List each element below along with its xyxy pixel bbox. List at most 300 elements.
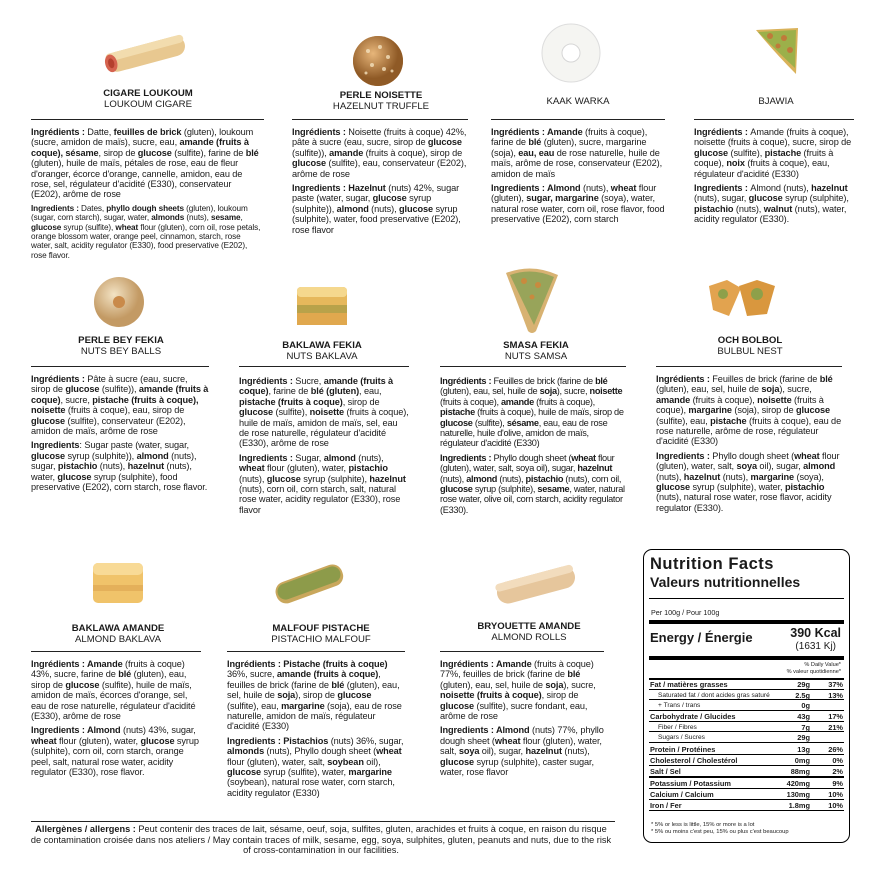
ingredients-en <box>491 183 665 225</box>
product-english-name: NUTS BAKLAVA <box>286 351 358 362</box>
text-run: Feuilles de brick (farine de <box>712 374 820 384</box>
bold-text-run: soybean <box>327 756 364 767</box>
bold-text-run: Ingrédients : Amande <box>440 659 532 669</box>
divider <box>491 119 665 120</box>
text-run: (nuts) 43%, sugar, <box>120 725 196 736</box>
bold-text-run: hazelnut <box>525 746 562 757</box>
daily-value-fr: % valeur quotidienne* <box>786 669 841 675</box>
product-title <box>56 623 180 645</box>
text-run: (fruits à coque), <box>694 147 834 169</box>
bold-text-run: Ingrédients : Amande <box>491 127 583 137</box>
bold-text-run: glucose <box>266 473 301 484</box>
bold-text-run: Ingredients : <box>656 450 713 461</box>
perle-bey-fekia-image <box>91 274 147 330</box>
bold-text-run: hazelnut <box>369 473 406 484</box>
bold-text-run: glucose <box>31 222 62 232</box>
nutrition-footnote <box>651 822 789 836</box>
text-run: syrup (sulfite), <box>61 222 116 232</box>
text-run: flour (gluten), corn oil, rose petals, orange blossom water, orange peel, cinnamon, starch, rose water, salt, acidity regulator (E330), food preservative (E202), rose flavor. <box>31 222 261 260</box>
text-run: (sulfite), farine de <box>171 147 246 158</box>
divider <box>31 651 201 652</box>
text-run: (nuts) 36%, sugar, <box>328 735 404 746</box>
product-name: BRYOUETTE AMANDE <box>477 621 581 632</box>
text-run: , <box>240 213 243 223</box>
text-run: (sulfite), eau, <box>656 415 711 426</box>
bold-text-run: glucose <box>656 482 691 493</box>
text-run: (sulfite), eau, <box>227 700 282 711</box>
bold-text-run: glucose <box>694 147 729 158</box>
text-run: (nuts), <box>97 461 128 472</box>
nutrition-subtitle: Valeurs nutritionnelles <box>650 574 801 590</box>
text-run: Noisette (fruits à coque) 42%, pâte à sucre (eau, sucre, sirop de <box>292 127 467 148</box>
bold-text-run: Ingredients : Pistachios <box>227 735 329 746</box>
footnote-en: * 5% or less is little, 15% or more is a lot <box>651 822 755 828</box>
text-run: , water, natural rose water, olive oil, corn starch, acidity regulator (E330). <box>440 484 625 515</box>
bold-text-run: margarine <box>750 471 795 482</box>
text-run: , feuilles de brick (farine de <box>227 669 381 690</box>
ingredients-en <box>227 736 405 798</box>
text-run: , sirop de <box>541 690 579 701</box>
nutrient-value: 43g <box>797 712 810 721</box>
text-run: (fruits à coque), eau de rose naturelle, arôme de rose, régulateur d'acidité (E330) <box>656 415 842 447</box>
divider <box>227 651 405 652</box>
text-run: Sucre, <box>295 376 324 386</box>
nutrient-row <box>650 801 843 811</box>
bold-text-run: pistachio <box>784 482 825 493</box>
bold-text-run: hazelnut <box>683 471 721 482</box>
bold-text-run: noisette (fruits à coque) <box>440 690 542 701</box>
nutrient-label: Sugars / Sucres <box>658 734 705 741</box>
bold-text-run: glucose <box>57 471 92 482</box>
ingredients-fr <box>239 376 409 449</box>
bold-text-run: glucose <box>440 700 475 711</box>
text-run: , sirop de <box>342 396 380 407</box>
text-run: ), sucre, <box>779 384 812 395</box>
bold-text-run: Ingredients <box>31 440 80 451</box>
text-run: (fruits à coque), <box>440 396 501 407</box>
text-run: syrup (sulphite), water, <box>690 482 785 493</box>
ingredients-en <box>292 183 468 235</box>
bold-text-run: Ingrédients : <box>239 376 296 386</box>
nutrient-label: Calcium / Calcium <box>650 790 714 799</box>
bold-text-run: pistache <box>440 407 475 418</box>
product-name: BAKLAWA AMANDE <box>71 623 165 634</box>
bold-text-run: glucose <box>748 193 783 204</box>
bold-text-run: wheat <box>31 735 57 746</box>
bold-text-run: Ingrédients : <box>656 374 713 384</box>
text-run: (nuts), <box>497 473 526 484</box>
nutrient-row <box>650 733 843 743</box>
nutrient-value: 1.8mg <box>788 801 810 810</box>
nutrient-label: Carbohydrate / Glucides <box>650 712 736 721</box>
bold-text-run: Ingredients : <box>31 203 82 213</box>
bold-text-run: sesame <box>537 484 570 495</box>
bold-text-run: soja <box>761 384 780 395</box>
product-english-name: NUTS BEY BALLS <box>80 346 162 357</box>
text-run: ), sirop de <box>295 690 338 701</box>
bold-text-run: amande (fruits à coque), sésame <box>31 137 249 158</box>
ingredients-block <box>31 374 209 496</box>
bold-text-run: hazelnut <box>577 463 613 474</box>
text-run: (nuts), corn oil, <box>563 473 622 484</box>
text-run: Peut contenir des traces de lait, sésame, oeuf, soja, sulfites, gluten, arachides et fruits à coque, en raison du risque de contamination croisée dans nos ateliers / May contain traces of milk, sesame, egg, soya, sulphites, gluten, peanuts and nuts, due to the risk of cross-contamination in our facilities. <box>30 824 612 856</box>
text-run: (sulfite)), <box>99 384 139 395</box>
bold-text-run: blé <box>528 137 542 148</box>
bold-text-run: blé <box>331 679 345 690</box>
text-run: (nuts), water, acidity regulator (E330). <box>694 203 847 225</box>
product-title <box>478 340 594 362</box>
bold-text-run: pistachio <box>57 461 98 472</box>
text-run: (fruits à coque), huile de maïs, amidon de maïs, sel, eau de rose naturelle, régulateur d'acidité (E330), arôme de rose <box>239 407 409 449</box>
nutrient-row <box>650 691 843 701</box>
divider <box>239 366 409 367</box>
bold-text-run: almond <box>466 473 498 484</box>
bold-text-run: amande (fruits à coque) <box>239 376 394 397</box>
bold-text-run: amande (fruits à coque) <box>31 384 209 405</box>
ingredients-block <box>239 376 409 519</box>
bold-text-run: blé <box>819 374 833 384</box>
bold-text-run: blé (gluten) <box>310 386 360 397</box>
product-title <box>528 96 628 107</box>
text-run: (gluten), huile de maïs, pétales de rose, eau de fleur d'oranger, écorce d'orange, cannelle, amidon, eau de rose, sel, régulateur d'acidité (E330), conservateur (E202), arôme de rose <box>31 158 243 200</box>
divider <box>292 119 468 120</box>
bold-text-run: glucose <box>440 484 473 495</box>
product-name: SMASA FEKIA <box>503 340 569 351</box>
text-run: flour (gluten), water, salt, <box>227 756 328 767</box>
bold-text-run: blé <box>595 376 608 386</box>
text-run: syrup (sulphite), corn oil, corn starch, orange peel, salt, natural rose water, acidity regulator (E330), rose flavor. <box>31 735 199 778</box>
text-run: flour (gluten), <box>491 183 657 204</box>
bold-text-run: almonds <box>227 746 265 757</box>
text-run: (nuts), <box>720 471 751 482</box>
bold-text-run: pistache <box>764 147 802 158</box>
nutrient-label: + Trans / trans <box>658 702 701 709</box>
bold-text-run: noix <box>726 158 745 169</box>
text-run: syrup (sulfite), water, <box>261 767 349 778</box>
ingredients-block <box>491 127 665 229</box>
text-run: (nuts), <box>580 183 611 194</box>
product-english-name: ALMOND ROLLS <box>491 632 567 643</box>
product-english-name: HAZELNUT TRUFFLE <box>332 101 430 112</box>
nutrient-percent: 2% <box>832 767 843 776</box>
text-run: (sulfite), conservateur (E202), amidon de maïs, arôme de rose <box>31 415 186 437</box>
bold-text-run: glucose <box>440 756 475 767</box>
bold-text-run: hazelnut <box>127 461 165 472</box>
text-run: (fruits à coque), <box>656 394 824 416</box>
product-english-name: LOUKOUM CIGARE <box>104 99 192 110</box>
text-run: (nuts), <box>733 203 764 214</box>
energy-kcal: 390 Kcal <box>790 626 841 640</box>
bold-text-run: eau, eau <box>518 147 555 158</box>
product-title <box>262 340 382 362</box>
text-run: (gluten), eau, sel, huile de <box>227 679 400 701</box>
bold-text-run: glucose <box>137 147 172 158</box>
divider <box>656 366 842 367</box>
text-run: (nuts), <box>239 473 267 484</box>
text-run: (fruits à coque), eau, régulateur d'acidité (E330) <box>694 158 830 179</box>
ingredients-block <box>440 659 604 781</box>
bold-text-run: almond <box>136 450 169 461</box>
bold-text-run: margarine <box>688 405 732 416</box>
nutrition-title: Nutrition Facts <box>650 555 774 573</box>
text-run: (sulfite), eau, conservateur (E202), arôme de rose <box>292 158 467 179</box>
product-title <box>58 335 184 357</box>
bold-text-run: glucose <box>31 450 66 461</box>
bold-text-run: pistachio <box>694 203 734 214</box>
bold-text-run: wheat <box>794 450 820 461</box>
allergens-statement <box>30 824 612 856</box>
ingredients-fr <box>31 374 209 436</box>
ingredients-fr <box>694 127 854 179</box>
product-title <box>82 88 214 110</box>
bold-text-run: feuilles de brick <box>113 127 182 137</box>
bold-text-run: blé <box>118 669 132 680</box>
bold-text-run: noisette <box>589 386 623 397</box>
text-run: (gluten), eau, sel, huile de <box>440 386 540 397</box>
bold-text-run: amande <box>500 396 534 407</box>
nutrient-label: Protein / Protéines <box>650 745 716 754</box>
nutrient-value: 88mg <box>790 767 810 776</box>
text-run: syrup (sulphite), water, food preservative (E202), rose flavor <box>292 203 461 235</box>
text-run: : Sugar paste (water, sugar, <box>79 440 189 451</box>
text-run: (nuts), <box>440 473 467 484</box>
bold-text-run: glucose <box>239 407 274 418</box>
text-run: (soja), eau de rose naturelle, amidon de maïs, régulateur d'acidité (E330) <box>227 700 402 732</box>
nutrient-value: 0g <box>801 701 810 710</box>
ingredients-en <box>440 725 604 777</box>
bold-text-run: almond <box>336 203 369 214</box>
text-run: (nuts), sugar, <box>694 193 749 204</box>
bold-text-run: noisette <box>309 407 345 418</box>
product-name: PERLE BEY FEKIA <box>78 335 164 346</box>
ingredients-fr <box>31 659 201 721</box>
bryouette-amande-image <box>490 560 582 610</box>
ingredients-fr <box>227 659 405 732</box>
kaak-warka-image <box>538 20 604 86</box>
text-run: (fruits à coque) 77%, feuilles de brick (farine de <box>440 659 594 680</box>
text-run: (nuts), sugar, <box>31 450 197 472</box>
energy-kj: (1631 Kj) <box>795 641 836 652</box>
ingredients-fr <box>31 127 263 200</box>
text-run: (fruits à coque), farine de <box>491 127 648 148</box>
text-run: Phyllo dough sheet ( <box>493 452 572 463</box>
ingredients-en <box>239 453 409 515</box>
bold-text-run: glucose <box>372 193 407 204</box>
nutrient-percent: 0% <box>832 756 843 765</box>
text-run: (nuts), <box>368 203 399 214</box>
product-name: BAKLAWA FEKIA <box>282 340 362 351</box>
nutrient-row <box>650 701 843 711</box>
ingredients-en <box>440 453 626 515</box>
product-name: OCH BOLBOL <box>717 335 783 346</box>
footnote-fr: * 5% ou moins c'est peu, 15% ou plus c'est beaucoup <box>651 829 789 835</box>
nutrient-label: Fat / matières grasses <box>650 680 728 689</box>
text-run: (nuts), <box>355 452 384 463</box>
text-run: flour (gluten), water, salt, soya oil), sugar, <box>440 452 615 474</box>
bold-text-run: wheat <box>494 735 521 746</box>
text-run: (gluten), sucre, margarine (soja), <box>491 137 647 158</box>
text-run: flour (gluten), water, salt, <box>656 450 840 472</box>
nutrient-row <box>650 723 843 733</box>
text-run: (soja), sirop de <box>731 405 797 416</box>
nutrient-value: 130mg <box>786 790 810 799</box>
product-title <box>318 90 444 112</box>
text-run: (fruits à coque), huile de maïs, sirop de <box>474 407 624 418</box>
nutrient-label: Cholesterol / Cholestérol <box>650 756 738 765</box>
bold-text-run: Ingredients : Almond <box>440 725 530 736</box>
nutrient-row <box>650 756 843 766</box>
text-run: (soya), <box>794 471 824 482</box>
text-run: (gluten), loukoum (sucre, amidon de maïs), sucre, eau, <box>31 127 254 148</box>
text-run: syrup (sulphite)), <box>292 193 432 214</box>
bold-text-run: almond <box>323 452 356 463</box>
ingredients-fr <box>292 127 468 179</box>
text-run: (sulfite), <box>472 417 507 428</box>
product-english-name: PISTACHIO MALFOUF <box>271 634 371 645</box>
text-run: (nuts) 42%, sugar paste (water, sugar, <box>292 183 460 204</box>
text-run: (sulfite), huile de maïs, amidon de maïs, écorces d'orange, sel, eau de rose naturelle, régulateur d'acidité (E330), arôme de rose <box>31 679 196 722</box>
malfouf-pistache-image <box>268 553 350 613</box>
text-run: Pâte à sucre (eau, sucre, sirop de <box>31 374 188 395</box>
bold-text-run: blé <box>245 147 259 158</box>
bold-text-run: sugar, margarine <box>526 193 599 204</box>
nutrient-percent: 21% <box>828 723 843 732</box>
bold-text-run: Ingredients : <box>440 452 494 463</box>
bold-text-run: walnut <box>763 203 793 214</box>
text-run: syrup (sulphite), <box>782 193 849 204</box>
product-english-name: NUTS SAMSA <box>504 351 568 362</box>
nutrient-value: 13g <box>797 745 810 754</box>
product-title <box>690 335 810 357</box>
nutrient-percent: 13% <box>828 691 843 700</box>
text-run: (soya), water, natural rose water, corn oil, rose flavor, food preservative (E202), corn starch <box>491 193 665 225</box>
product-title <box>740 96 812 107</box>
nutrient-percent: 26% <box>828 745 843 754</box>
text-run: oil), sugar, <box>479 746 526 757</box>
text-run: , sucre, <box>60 394 93 405</box>
text-run: syrup (sulphite), <box>472 484 538 495</box>
text-run: (nuts), <box>184 213 212 223</box>
divider <box>31 366 209 367</box>
bold-text-run: Ingrédients : Pistache (fruits à coque) <box>227 659 388 669</box>
ingredients-block <box>292 127 468 239</box>
bold-text-run: glucose <box>65 679 100 690</box>
nutrition-facts-panel <box>643 549 850 843</box>
text-run: oil), sugar, <box>756 461 804 472</box>
text-run: flour (gluten), water, <box>264 463 349 474</box>
bold-text-run: wheat <box>376 746 402 757</box>
ingredients-block <box>694 127 854 229</box>
nutrient-percent: 37% <box>828 680 843 689</box>
nutrient-percent: 17% <box>828 712 843 721</box>
energy-label: Energy / Énergie <box>650 630 753 645</box>
bold-text-run: glucose <box>292 158 327 169</box>
baklawa-fekia-image <box>291 279 353 331</box>
bold-text-run: soja <box>539 386 557 397</box>
text-run: (nuts), water, <box>31 461 192 482</box>
text-run: (nuts), <box>561 746 590 757</box>
nutrient-label: Iron / Fer <box>650 801 682 810</box>
bold-text-run: wheat <box>610 183 637 194</box>
ingredients-fr <box>440 376 626 449</box>
bjawia-image <box>752 24 802 80</box>
text-run: Almond (nuts), <box>750 183 812 194</box>
bold-text-run: glucose <box>398 203 434 214</box>
bold-text-run: sésame <box>506 417 539 428</box>
ingredients-block <box>31 659 201 781</box>
text-run: Amande (fruits à coque), noisette (fruits à coque), sucre, sirop de <box>694 127 852 148</box>
nutrient-value: 420mg <box>786 779 810 788</box>
text-run: (nuts), natural rose water, rose flavor, acidity regulator (E330). <box>656 492 832 513</box>
perle-noisette-image <box>350 33 406 89</box>
divider <box>440 651 604 652</box>
bold-text-run: amande (fruits à coque) <box>276 669 379 680</box>
divider <box>649 598 844 599</box>
ingredients-fr <box>491 127 665 179</box>
text-run: syrup (sulphite), <box>300 473 370 484</box>
text-run: 36%, sucre, <box>227 669 277 680</box>
bold-text-run: wheat <box>239 463 265 474</box>
bold-text-run: Ingredients : Almond <box>491 183 581 194</box>
ingredients-fr <box>656 374 842 447</box>
text-run: (nuts), Phyllo dough sheet ( <box>264 746 377 757</box>
nutrient-value: 7g <box>801 723 810 732</box>
divider <box>31 119 264 120</box>
bold-text-run: glucose <box>227 767 262 778</box>
text-run: (gluten), eau, sel, huile de <box>656 384 762 395</box>
bold-text-run: almond <box>803 461 836 472</box>
text-run: flour (gluten), water, salt, <box>440 735 602 757</box>
nutrient-row <box>650 779 843 789</box>
nutrient-row <box>650 712 843 722</box>
bold-text-run: soya <box>736 461 757 472</box>
text-run: (sulfite), sucre fondant, eau, arôme de rose <box>440 700 588 722</box>
product-name: CIGARE LOUKOUM <box>103 88 193 99</box>
divider <box>440 366 626 367</box>
bold-text-run: blé <box>567 669 581 680</box>
text-run: , sirop de <box>98 147 138 158</box>
bold-text-run: glucose <box>337 690 372 701</box>
bold-text-run: Ingrédients : <box>31 127 88 137</box>
text-run: (fruits à coque), sirop de <box>363 147 463 158</box>
daily-value-en: % Daily Value* <box>804 662 841 668</box>
text-run: (gluten), eau, sirop de <box>31 669 187 690</box>
nutrient-row <box>650 680 843 690</box>
text-run: (sulfite), <box>728 147 765 158</box>
product-english-name: BULBUL NEST <box>717 346 783 357</box>
text-run: (nuts) 77%, phyllo dough sheet ( <box>440 725 604 746</box>
bold-text-run: noisette <box>757 394 792 405</box>
cigare-loukoum-image <box>98 30 194 78</box>
bold-text-run: Ingredients : <box>694 183 751 194</box>
bold-text-run: margarine <box>348 767 392 778</box>
text-run: syrup (sulphite)), <box>65 450 137 461</box>
text-run: Datte, <box>87 127 114 137</box>
text-run: (fruits à coque), <box>690 394 758 405</box>
text-run: oil), <box>363 756 381 767</box>
bold-text-run: amande <box>329 147 364 158</box>
text-run: syrup (sulphite), food preservative (E202), corn starch, rose flavor. <box>31 471 208 493</box>
divider <box>31 821 615 822</box>
product-english-name: ALMOND BAKLAVA <box>74 634 161 645</box>
bold-text-run: Allergènes / allergens : <box>35 824 139 834</box>
text-run: (sulfite), <box>273 407 310 418</box>
och-bolbol-image <box>705 276 783 322</box>
bold-text-run: pistachio <box>348 463 388 474</box>
ingredients-block <box>440 376 626 519</box>
bold-text-run: glucose <box>440 417 473 428</box>
bold-text-run: Ingredients : Almond <box>31 725 121 736</box>
